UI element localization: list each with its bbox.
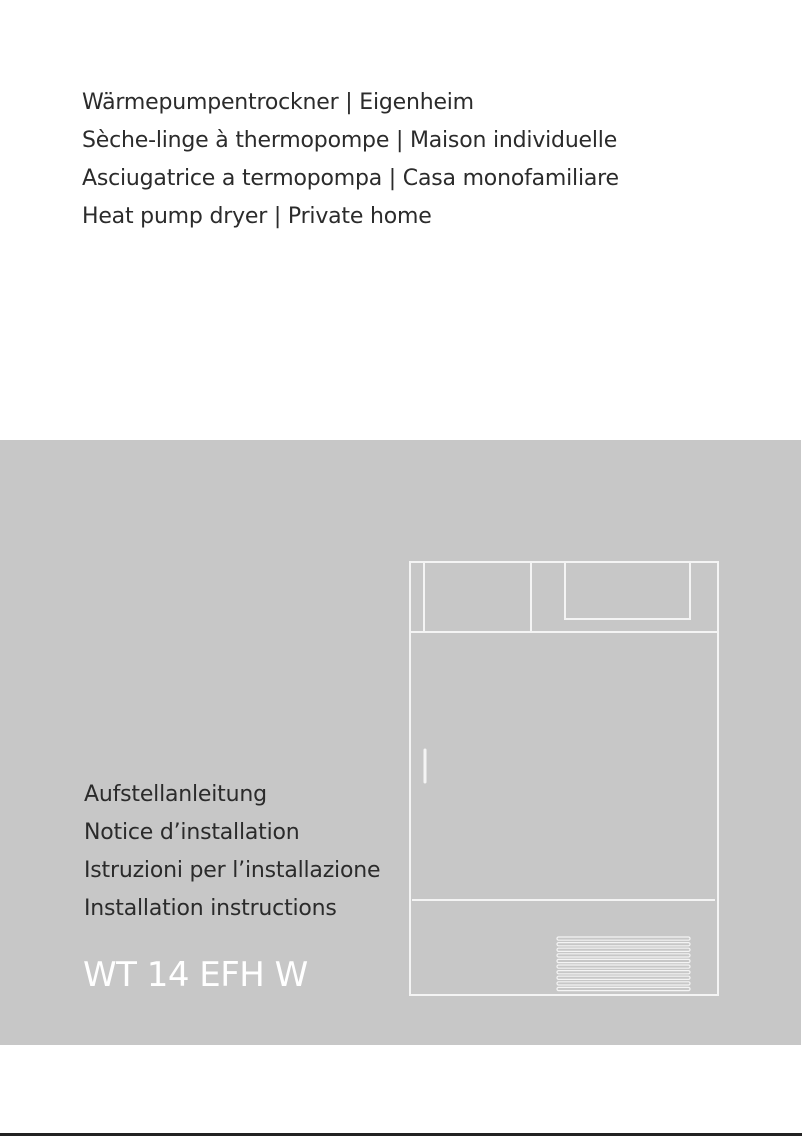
title-en: Heat pump dryer | Private home [82,204,432,229]
vent-slat [557,982,690,985]
vent-slat [557,954,690,957]
vent-slat [557,948,690,951]
vent-slat [557,959,690,962]
vent-slat [557,987,690,990]
title-fr: Sèche-linge à thermopompe | Maison individuelle [82,128,618,153]
vent-slat [557,976,690,979]
vent-slat [557,965,690,968]
vent-slat [557,937,690,940]
document-types [84,776,380,928]
doc-type-en: Installation instructions [84,896,337,921]
display-panel [565,562,690,619]
title-de: Wärmepumpentrockner | Eigenheim [82,90,474,115]
vent-slat [557,971,690,974]
doc-type-de: Aufstellanleitung [84,782,267,807]
dryer-outline [410,562,718,995]
vent-slat [557,943,690,946]
doc-type-fr: Notice d’installation [84,820,300,845]
model-number: WT 14 EFH W [83,955,308,995]
title-it: Asciugatrice a termopompa | Casa monofamiliare [82,166,619,191]
vent-grille [557,937,690,991]
doc-type-it: Istruzioni per l’installazione [84,858,381,883]
